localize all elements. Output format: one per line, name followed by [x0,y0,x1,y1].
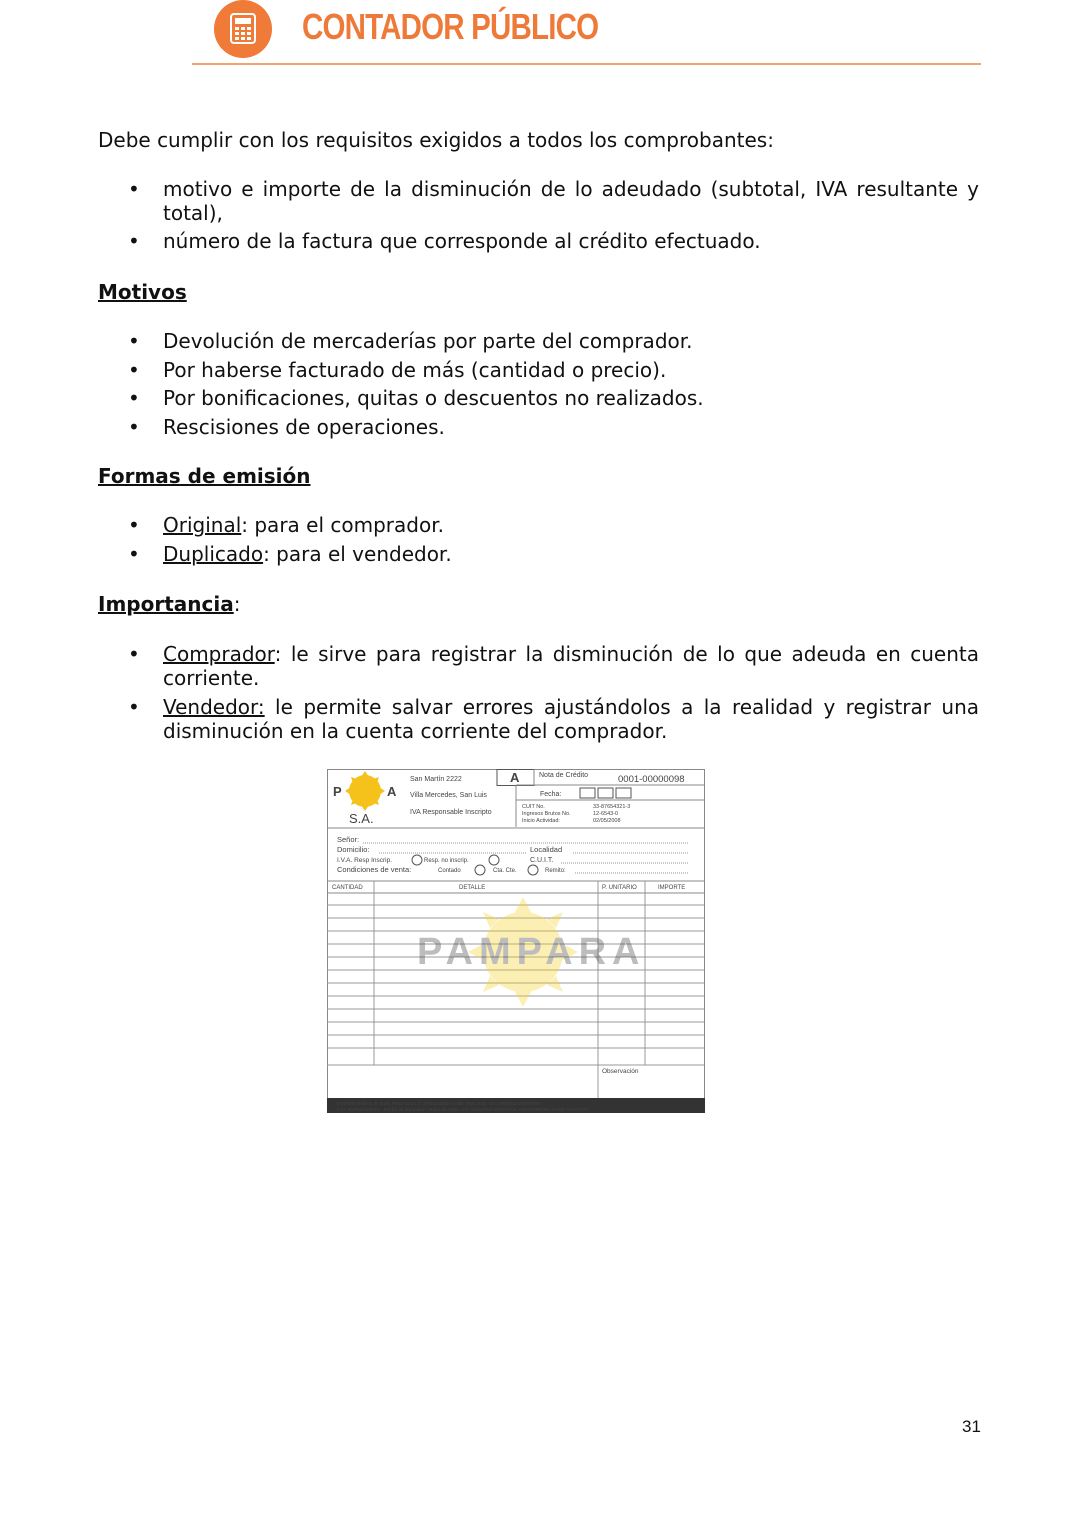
header-title: CONTADOR PÚBLICO [302,6,599,47]
svg-text:A: A [387,784,397,799]
svg-text:PAMPARA: PAMPARA [417,931,646,973]
svg-text:Domicilio:: Domicilio: [337,845,370,854]
svg-text:02/05/2008: 02/05/2008 [593,818,621,824]
col-detalle: DETALLE [459,885,486,891]
svg-text:Señor:: Señor: [337,835,360,844]
svg-text:Inicio Actividad:: Inicio Actividad: [522,818,560,824]
importancia-list [98,642,979,743]
intro-text: Debe cumplir con los requisitos exigidos a todos los comprobantes: [98,128,774,152]
svg-text:I.V.A. Resp Inscrip.: I.V.A. Resp Inscrip. [337,857,393,864]
motivos-list [98,329,979,439]
svg-text:Condiciones de venta:: Condiciones de venta: [337,865,412,874]
list-item: • Por bonificaciones, quitas o descuentos no realizados. [98,386,979,410]
term-comprador: Comprador [163,642,275,667]
formas-list [98,513,979,566]
svg-text:33-87654321-3: 33-87654321-3 [593,804,631,810]
list-item: • Rescisiones de operaciones. [98,415,979,439]
svg-text:IVA Responsable Inscripto: IVA Responsable Inscripto [410,809,492,816]
list-item: • Por haberse facturado de más (cantidad o precio). [98,358,979,382]
svg-text:Resp. no inscrip.: Resp. no inscrip. [424,858,469,864]
list-item: • Vendedor: le permite salvar errores ajustándolos a la realidad y registrar una disminución en la cuenta corriente del comprador. [98,695,979,743]
list-item: • Duplicado: para el vendedor. [98,542,979,566]
header-divider [192,63,981,65]
formas-heading: Formas de emisión [98,464,311,489]
requisitos-list [98,177,979,253]
col-importe: IMPORTE [658,885,686,891]
svg-text:CUIT No.: CUIT No. [522,804,545,810]
svg-text:Observación: Observación [602,1068,639,1075]
svg-text:12-6543-0: 12-6543-0 [593,811,619,817]
svg-text:Nota de Crédito: Nota de Crédito [539,772,589,779]
letter-a: A [510,770,520,785]
svg-text:Cta. Cte.: Cta. Cte. [493,868,517,874]
term-duplicado: Duplicado [163,542,264,567]
calculator-icon [230,13,256,44]
term-vendedor: Vendedor: [163,695,265,720]
list-item: • Original: para el comprador. [98,513,979,537]
list-item: • motivo e importe de la disminución de lo adeudado (subtotal, IVA resultante y total), [98,177,979,225]
col-cantidad: CANTIDAD [332,885,363,891]
list-item: • Comprador: le sirve para registrar la disminución de lo que adeuda en cuenta corriente. [98,642,979,690]
svg-text:Villa Mercedes, San Luis: Villa Mercedes, San Luis [410,792,487,799]
svg-text:Ingresos Brutos No.: Ingresos Brutos No. [522,811,571,817]
svg-text:Contado: Contado [438,868,461,874]
svg-text:San Martín 2222: San Martín 2222 [410,776,462,783]
main-content [98,128,979,743]
doc-number: 0001-00000098 [618,774,685,785]
nota-credito-image [327,769,705,1113]
importancia-heading: Importancia: [98,592,241,617]
svg-text:Remito:: Remito: [545,868,566,874]
page-header [0,0,1080,70]
motivos-heading: Motivos [98,280,187,304]
col-unitario: P. UNITARIO [602,885,637,891]
svg-text:CAI: 357898119271 - Fecha de i: CAI: 357898119271 - Fecha de impresion: Mayo de 1999. Vto. Diciembre 2000 Nros. 000-00000001 al 000- 00000250 [337,1108,589,1113]
page-number: 31 [962,1417,981,1436]
svg-text:S.A.: S.A. [349,811,374,826]
term-original: Original [163,513,242,538]
svg-text:Localidad: Localidad [530,845,563,854]
svg-text:Imprimió Grafi-K de Juan Perez: Imprimió Grafi-K de Juan Perez C.U.I.T. 20-11111111-4 Hab. Mun. Exp. No. 1994/4124/0004587 [337,1102,541,1107]
svg-text:Fecha:: Fecha: [540,791,562,798]
svg-text:C.U.I.T.: C.U.I.T. [530,857,554,864]
list-item: • número de la factura que corresponde al crédito efectuado. [98,229,979,253]
svg-text:P: P [333,784,342,799]
list-item: • Devolución de mercaderías por parte del comprador. [98,329,979,353]
